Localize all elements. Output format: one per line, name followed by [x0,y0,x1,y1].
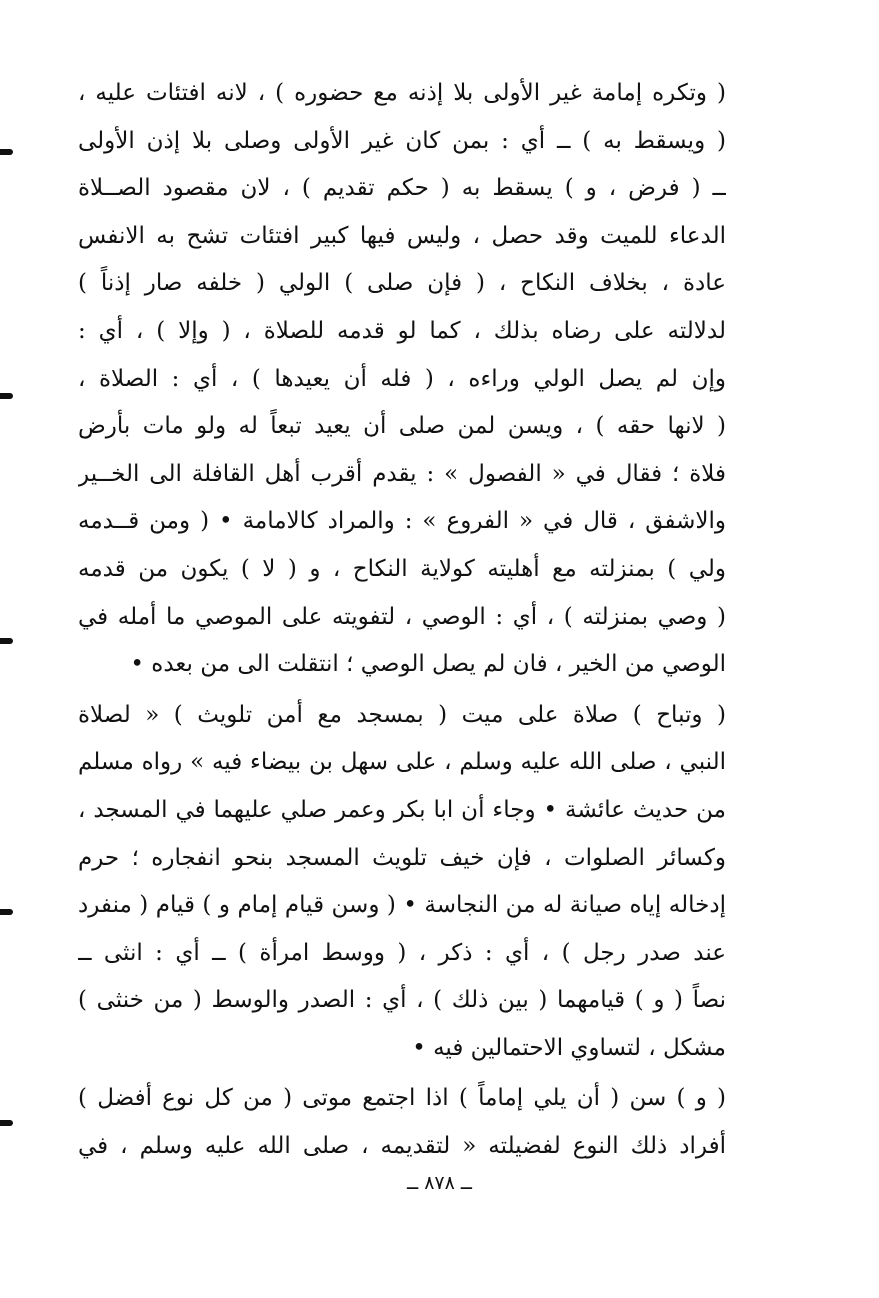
text-line: لدلالته على رضاه بذلك ، كما لو قدمه للصلاة ، ( وإلا ) ، أي : [78,317,726,344]
text-line: إدخاله إياه صيانة له من النجاسة • ( وسن قيام إمام و ) قيام ( منفرد [78,892,726,919]
text-line: أفراد ذلك النوع لفضيلته « لتقديمه ، صلى الله عليه وسلم ، في [78,1133,726,1160]
text-line: ولي ) بمنزلته مع أهليته كولاية النكاح ، و ( لا ) يكون من قدمه [78,555,726,582]
text-line: وكسائر الصلوات ، فإن خيف تلويث المسجد بنحو انفجاره ؛ حرم [78,844,726,871]
text-line: مشكل ، لتساوي الاحتمالين فيه • [412,1034,726,1061]
text-line: وإن لم يصل الولي وراءه ، ( فله أن يعيدها ) ، أي : الصلاة ، [78,365,726,392]
text-line: ( وتباح ) صلاة على ميت ( بمسجد مع أمن تلويث ) « لصلاة [78,701,726,728]
margin-mark [0,1120,13,1126]
text-line: ( وتكره إمامة غير الأولى بلا إذنه مع حضوره ) ، لانه افتئات عليه ، [78,80,726,106]
text-line: ( و ) سن ( أن يلي إماماً ) اذا اجتمع موتى ( من كل نوع أفضل ) [78,1085,726,1112]
text-line: الدعاء للميت وقد حصل ، وليس فيها كبير افتئات تشح به الانفس [78,222,726,249]
text-line: فلاة ؛ فقال في « الفصول » : يقدم أقرب أهل القافلة الى الخــير [78,460,726,487]
margin-mark [0,393,13,399]
text-line: نصاً ( و ) قيامهما ( بين ذلك ) ، أي : الصدر والوسط ( من خنثى ) [78,987,726,1014]
text-line: عادة ، بخلاف النكاح ، ( فإن صلى ) الولي ( خلفه صار إذناً ) [78,270,726,297]
text-line: ( وصي بمنزلته ) ، أي : الوصي ، لتفويته على الموصي ما أمله في [78,603,726,630]
text-line: عند صدر رجل ) ، أي : ذكر ، ( ووسط امرأة ) ــ أي : انثى ــ [78,939,726,966]
text-line: من حديث عائشة • وجاء أن ابا بكر وعمر صلي عليهما في المسجد ، [78,796,726,823]
margin-mark [0,638,13,644]
text-line: النبي ، صلى الله عليه وسلم ، على سهل بن بيضاء فيه » رواه مسلم [78,749,726,776]
page-number: ــ ٨٧٨ ــ [407,1172,472,1194]
text-line: والاشفق ، قال في « الفروع » : والمراد كالامامة • ( ومن قــدمه [78,508,726,535]
text-line: ( ويسقط به ) ــ أي : بمن كان غير الأولى وصلى بلا إذن الأولى [78,127,726,154]
page-body [78,70,726,1171]
text-line: ــ ( فرض ، و ) يسقط به ( حكم تقديم ) ، لان مقصود الصــلاة [78,175,726,202]
text-line: الوصي من الخير ، فان لم يصل الوصي ؛ انتقلت الى من بعده • [130,651,726,678]
margin-mark [0,149,13,155]
margin-mark [0,909,13,915]
text-line: ( لانها حقه ) ، ويسن لمن صلى أن يعيد تبعاً له ولو مات بأرض [78,413,726,440]
